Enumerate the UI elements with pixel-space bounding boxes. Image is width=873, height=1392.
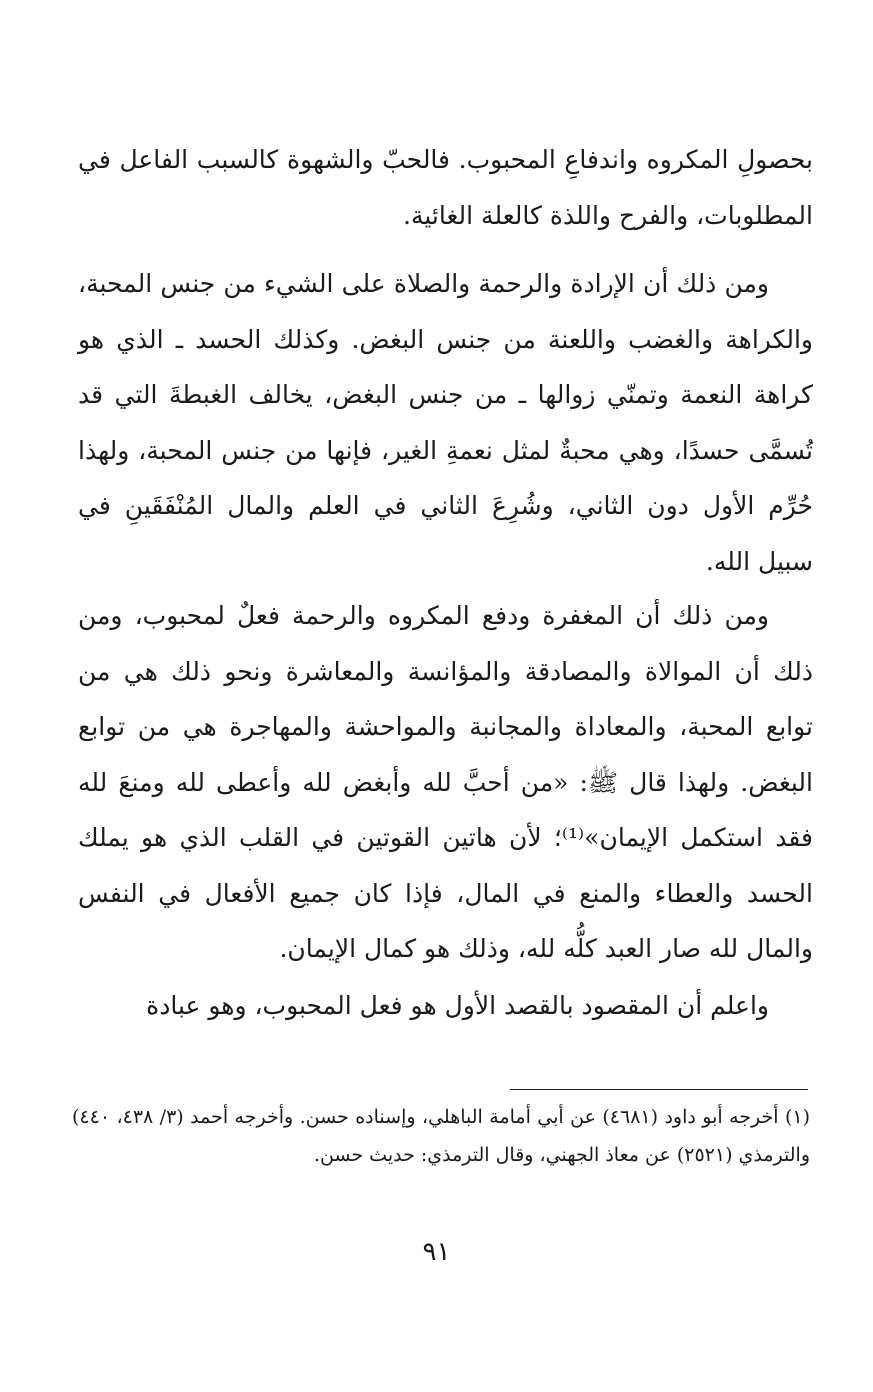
footnote: (١) أخرجه أبو داود (٤٦٨١) عن أبي أمامة الباهلي، وإسناده حسن. وأخرجه أحمد (٣/ ٤٣٨، ٤٤٠) والترمذي (٢٥٢١) عن معاذ الجهني، وقال الترمذي: حديث حسن. [72,1106,810,1166]
paragraph-1: بحصولِ المكروه واندفاعِ المحبوب. فالحبّ والشهوة كالسبب الفاعل في المطلوبات، والفرح واللذة كالعلة الغائية. [78,145,813,230]
footnote-divider [510,1089,808,1090]
page-number: ٩١ [422,1237,451,1267]
paragraph-4: واعلم أن المقصود بالقصد الأول هو فعل المحبوب، وهو عبادة [146,991,769,1020]
paragraph-3: ومن ذلك أن المغفرة ودفع المكروه والرحمة فعلٌ لمحبوب، ومن ذلك أن الموالاة والمصادقة والمؤانسة والمعاشرة ونحو ذلك هي من توابع المحبة، والمعاداة والمجانبة والمواحشة والمهاجرة هي من توابع البغض. ولهذا قال ﷺ: «من أحبَّ لله وأبغض لله وأعطى لله ومنعَ لله فقد استكمل الإيمان»⁽¹⁾؛ لأن هاتين القوتين في القلب الذي هو يملك الحسد والعطاء والمنع في المال، فإذا كان جميع الأفعال في النفس والمال لله صار العبد كلُّه لله، وذلك هو كمال الإيمان. [78,601,813,963]
paragraph-2: ومن ذلك أن الإرادة والرحمة والصلاة على الشيء من جنس المحبة، والكراهة والغضب واللعنة من جنس البغض. وكذلك الحسد ـ الذي هو كراهة النعمة وتمنّي زوالها ـ من جنس البغض، يخالف الغبطةَ التي قد تُسمَّى حسدًا، وهي محبةٌ لمثل نعمةِ الغير، فإنها من جنس المحبة، ولهذا حُرِّم الأول دون الثاني، وشُرِعَ الثاني في العلم والمال المُنْفَقَينِ في سبيل الله. [78,269,813,576]
